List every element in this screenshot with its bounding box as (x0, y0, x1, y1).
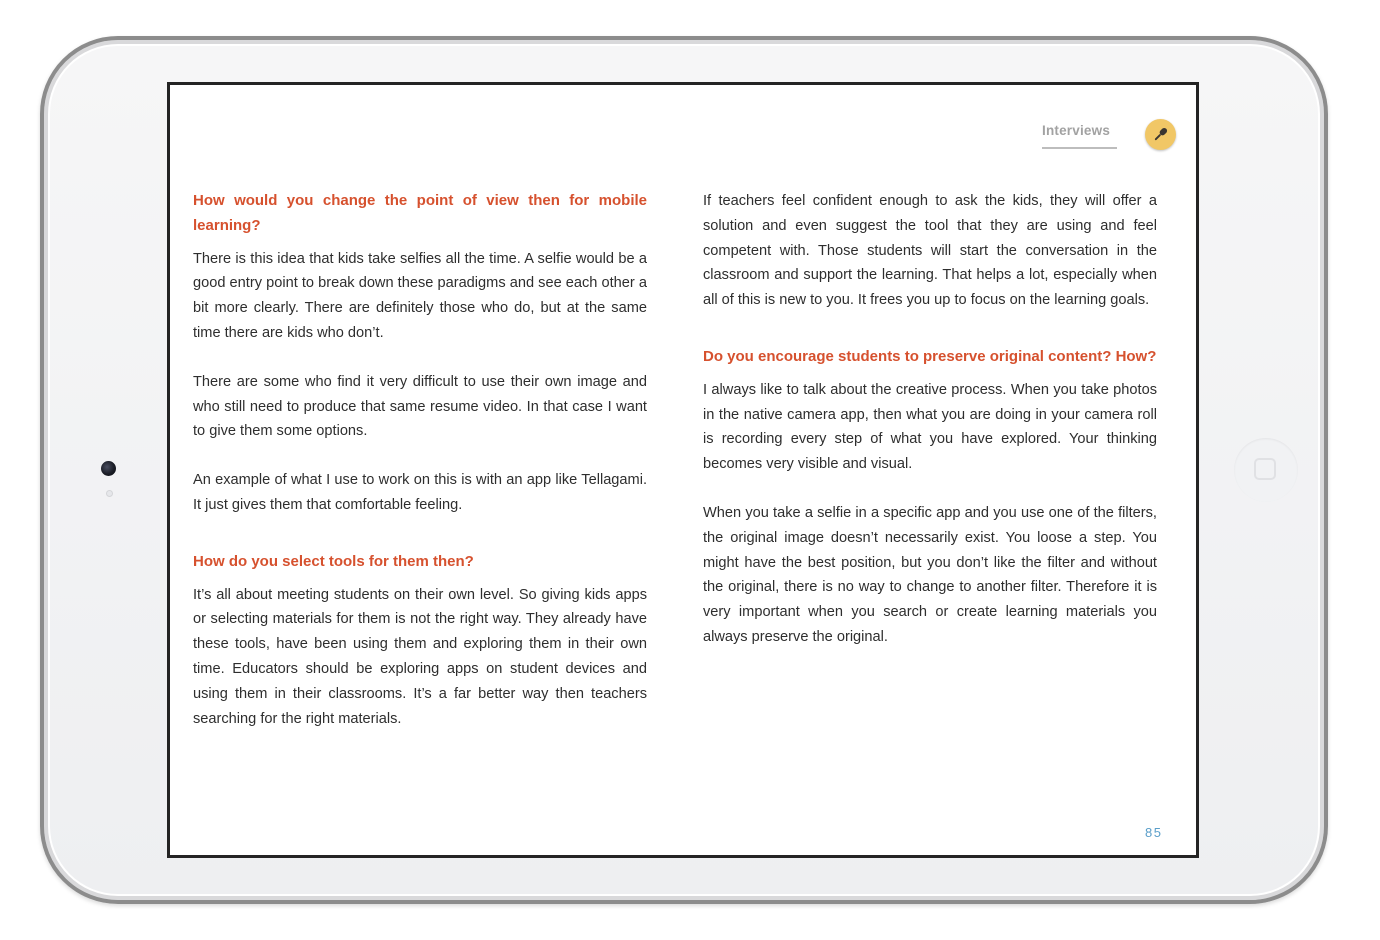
paragraph: If teachers feel confident enough to ask the kids, they will offer a solution and even suggest the tool that they are using and feel competent with. Those students will start the conversation in the classroom and support the learning. That helps a lot, especially when all of this is new to you. It frees you up to focus on the learning goals. (703, 193, 1157, 309)
home-square-icon (1254, 458, 1276, 480)
section-tab-interviews[interactable]: Interviews (1042, 123, 1111, 138)
paragraph: When you take a selfie in a specific app and you use one of the filters, the original image doesn’t necessarily exist. You loose a step. You might have the best position, but you don’t like the filter and without the original, there is no way to change to another filter. Therefore it is very important when you search or create learning materials you always preserve the original. (703, 504, 1157, 645)
section-tab-underline (1042, 147, 1117, 149)
section-badge (1145, 119, 1176, 150)
paragraph: There is this idea that kids take selfies all the time. A selfie would be a good entry point to break down these paradigms and see each other a bit more clearly. There are definitely those who do, but at the same time there are kids who don’t. (193, 250, 647, 341)
left-column (193, 189, 647, 731)
question-heading: Do you encourage students to preserve original content? How? (703, 347, 1157, 365)
home-button[interactable] (1234, 438, 1298, 502)
front-camera (101, 461, 116, 476)
paragraph: An example of what I use to work on this is with an app like Tellagami. It just gives them that comfortable feeling. (193, 472, 647, 513)
microphone-icon (1151, 125, 1170, 144)
ebook-page (167, 82, 1199, 858)
right-column (703, 189, 1157, 650)
paragraph: There are some who find it very difficult to use their own image and who still need to produce that same resume video. In that case I want to give them some options. (193, 373, 647, 440)
question-heading: How do you select tools for them then? (193, 552, 474, 570)
light-sensor (106, 490, 113, 497)
question-heading: How would you change the point of view then for mobile learning? (193, 192, 647, 234)
page-number: 85 (1145, 825, 1163, 840)
paragraph: It’s all about meeting students on their own level. So giving kids apps or selecting materials for them is not the right way. They already have these tools, have been using them and exploring them in their own time. Educators should be exploring apps on student devices and using them in their classrooms. It’s a far better way then teachers searching for the right materials. (193, 586, 647, 727)
paragraph: I always like to talk about the creative process. When you take photos in the native camera app, then what you are doing in your camera roll is recording every step of what you have explored. Your thinking becomes very visible and visual. (703, 381, 1157, 473)
